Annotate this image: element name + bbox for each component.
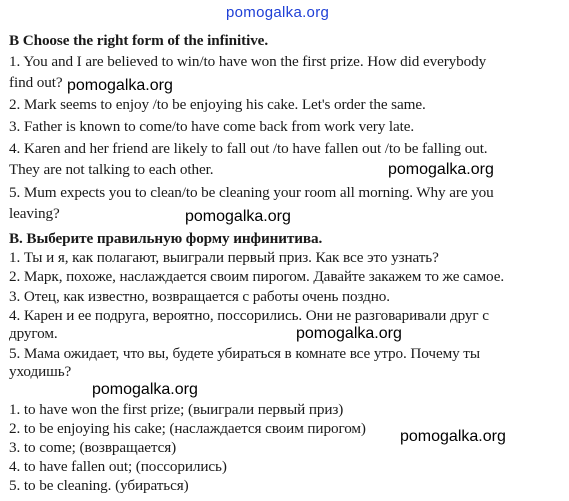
russian-line-6: 5. Мама ожидает, что вы, будете убираться в комнате все утро. Почему ты xyxy=(9,345,480,362)
english-line-8: leaving? xyxy=(9,205,60,222)
russian-line-4: 4. Карен и ее подруга, вероятно, поссорились. Они не разговаривали друг с xyxy=(9,307,489,324)
watermark-2: pomogalka.org xyxy=(388,161,494,178)
english-line-6: They are not talking to each other. xyxy=(9,161,214,178)
answer-5: 5. to be cleaning. (убираться) xyxy=(9,477,189,494)
watermark-1: pomogalka.org xyxy=(67,77,173,94)
english-line-2: find out? xyxy=(9,74,63,91)
english-line-7: 5. Mum expects you to clean/to be cleaning your room all morning. Why are you xyxy=(9,184,494,201)
watermark-top: pomogalka.org xyxy=(226,4,330,21)
russian-line-2: 2. Марк, похоже, наслаждается своим пирогом. Давайте закажем то же самое. xyxy=(9,268,505,285)
russian-line-7: уходишь? xyxy=(9,363,72,380)
answer-1: 1. to have won the first prize; (выиграли первый приз) xyxy=(9,401,344,418)
answer-4: 4. to have fallen out; (поссорились) xyxy=(9,458,227,475)
english-line-4: 3. Father is known to come/to have come back from work very late. xyxy=(9,118,415,135)
english-line-5: 4. Karen and her friend are likely to fall out /to have fallen out /to be falling out. xyxy=(9,140,488,157)
russian-heading: B. Выберите правильную форму инфинитива. xyxy=(9,230,323,247)
english-line-1: 1. You and I are believed to win/to have won the first prize. How did everybody xyxy=(9,53,487,70)
watermark-6: pomogalka.org xyxy=(400,428,506,445)
english-heading: B Choose the right form of the infinitive. xyxy=(9,32,269,49)
russian-line-1: 1. Ты и я, как полагают, выиграли первый приз. Как все это узнать? xyxy=(9,249,439,266)
answer-3: 3. to come; (возвращается) xyxy=(9,439,177,456)
answer-2: 2. to be enjoying his cake; (наслаждается своим пирогом) xyxy=(9,420,366,437)
watermark-3: pomogalka.org xyxy=(185,208,291,225)
russian-line-5: другом. xyxy=(9,325,58,342)
watermark-5: pomogalka.org xyxy=(92,381,198,398)
russian-line-3: 3. Отец, как известно, возвращается с работы очень поздно. xyxy=(9,288,390,305)
english-line-3: 2. Mark seems to enjoy /to be enjoying his cake. Let's order the same. xyxy=(9,96,426,113)
watermark-4: pomogalka.org xyxy=(296,325,402,342)
